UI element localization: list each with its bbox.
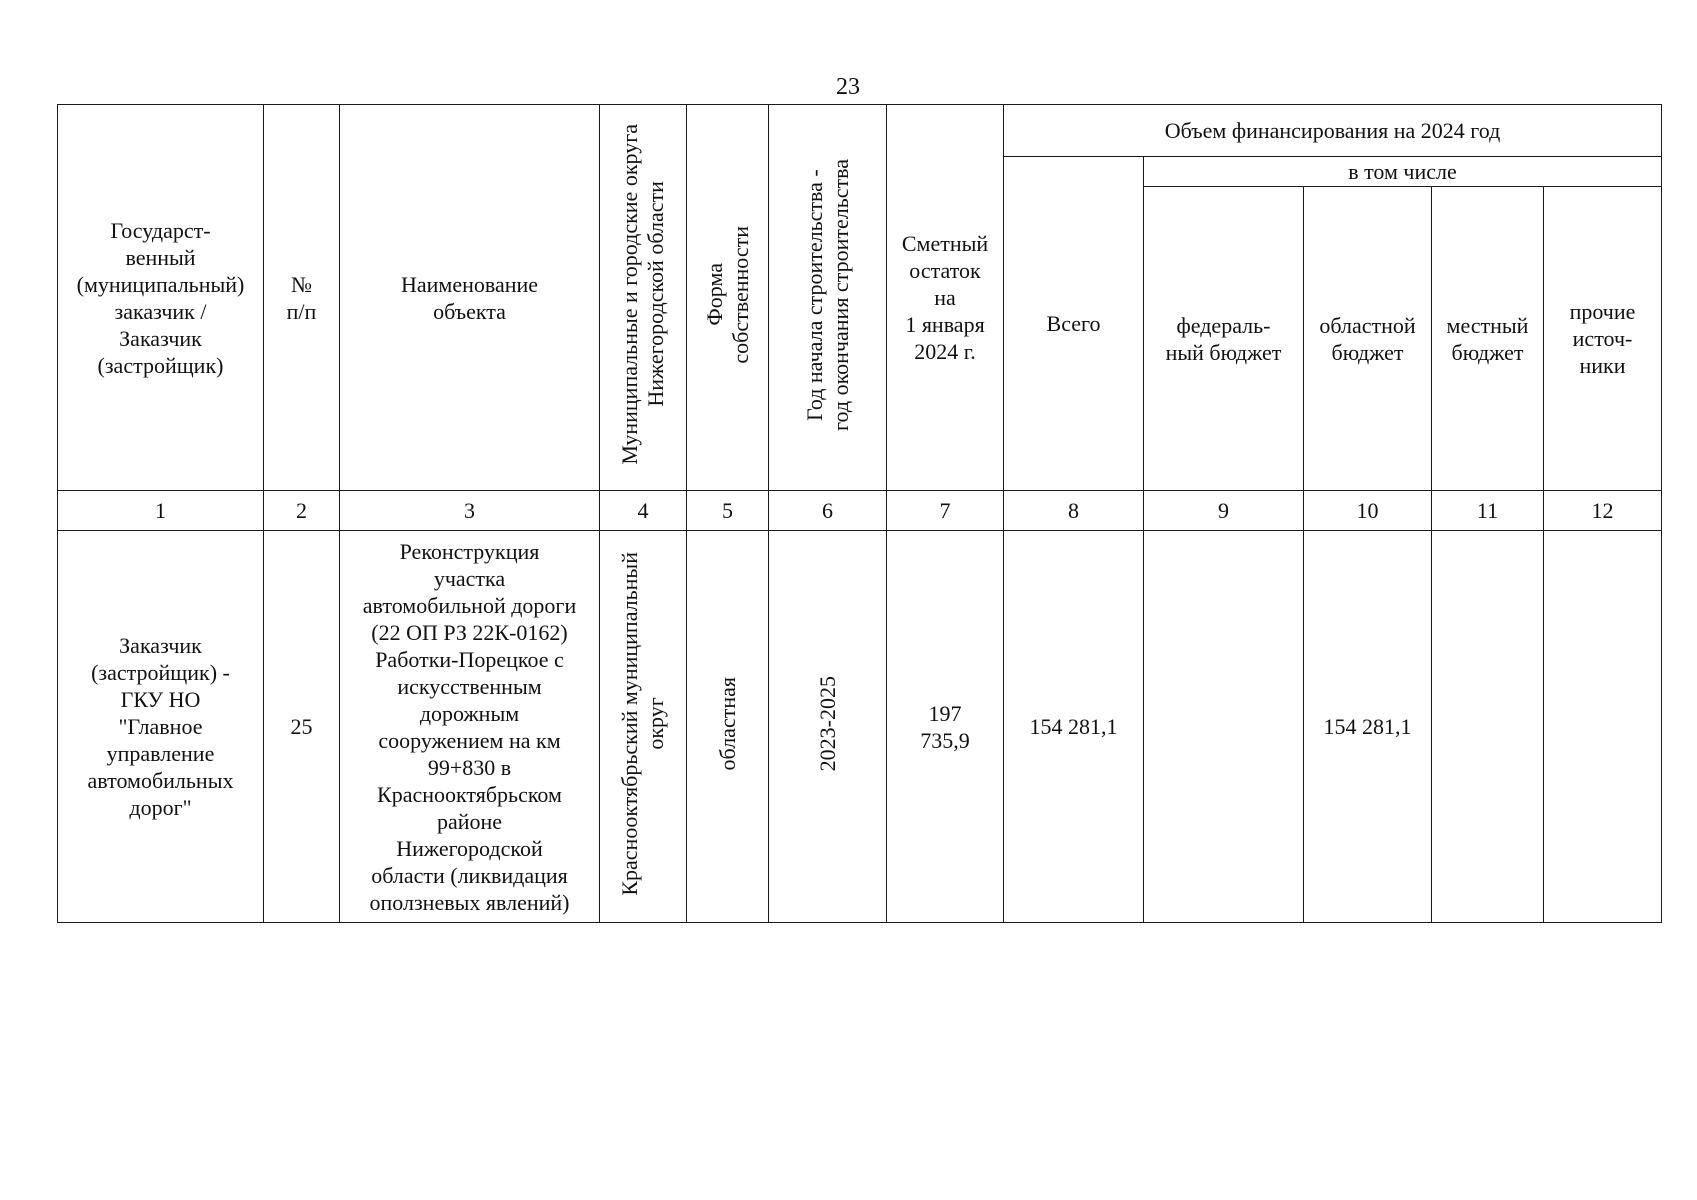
column-number: 1 [58,491,264,531]
row-customer: Заказчик (застройщик) - ГКУ НО "Главное управление автомобильных дорог" [58,531,264,923]
column-number: 2 [264,491,340,531]
header-other: прочие источ- ники [1544,187,1662,491]
row-ownership-text: областная [714,676,740,771]
row-other [1544,531,1662,923]
row-district-text: Краснооктябрьский муниципальный округ [617,551,668,896]
table-row [58,531,1662,923]
header-districts-text: Муниципальные и городские округа Нижегородской области [617,124,668,465]
header-regional: областной бюджет [1304,187,1432,491]
financing-table [57,104,1662,923]
column-number-row [58,491,1662,531]
column-number: 5 [687,491,769,531]
row-local [1432,531,1544,923]
column-number: 11 [1432,491,1544,531]
column-number: 9 [1144,491,1304,531]
row-district [600,531,687,923]
header-ownership-text: Форма собственности [701,225,753,364]
header-years [769,105,887,491]
header-number: № п/п [264,105,340,491]
row-total: 154 281,1 [1004,531,1144,923]
header-financing-2024: Объем финансирования на 2024 год [1004,105,1662,157]
row-number: 25 [264,531,340,923]
row-federal [1144,531,1304,923]
column-number: 7 [887,491,1004,531]
row-estimated-balance: 197 735,9 [887,531,1004,923]
row-years [769,531,887,923]
column-number: 12 [1544,491,1662,531]
header-districts [600,105,687,491]
header-local: местный бюджет [1432,187,1544,491]
row-object-name: Реконструкция участка автомобильной дороги (22 ОП РЗ 22К-0162) Работки-Порецкое с искусственным дорожным сооружением на км 99+830 в Краснооктябрьском районе Нижегородской области (ликвидация оползневых явлений) [340,531,600,923]
header-customer: Государст- венный (муниципальный) заказчик / Заказчик (застройщик) [58,105,264,491]
row-regional: 154 281,1 [1304,531,1432,923]
header-object-name: Наименование объекта [340,105,600,491]
column-number: 10 [1304,491,1432,531]
column-number: 3 [340,491,600,531]
header-years-text: Год начала строительства - год окончания строительства [801,158,853,431]
page-number: 23 [836,74,860,100]
header-including: в том числе [1144,157,1662,187]
column-number: 6 [769,491,887,531]
header-total: Всего [1004,157,1144,491]
column-number: 4 [600,491,687,531]
header-estimated-balance: Сметный остаток на 1 января 2024 г. [887,105,1004,491]
row-ownership [687,531,769,923]
header-ownership [687,105,769,491]
row-years-text: 2023-2025 [814,675,840,772]
header-row-1 [58,105,1662,157]
column-number: 8 [1004,491,1144,531]
header-federal: федераль- ный бюджет [1144,187,1304,491]
